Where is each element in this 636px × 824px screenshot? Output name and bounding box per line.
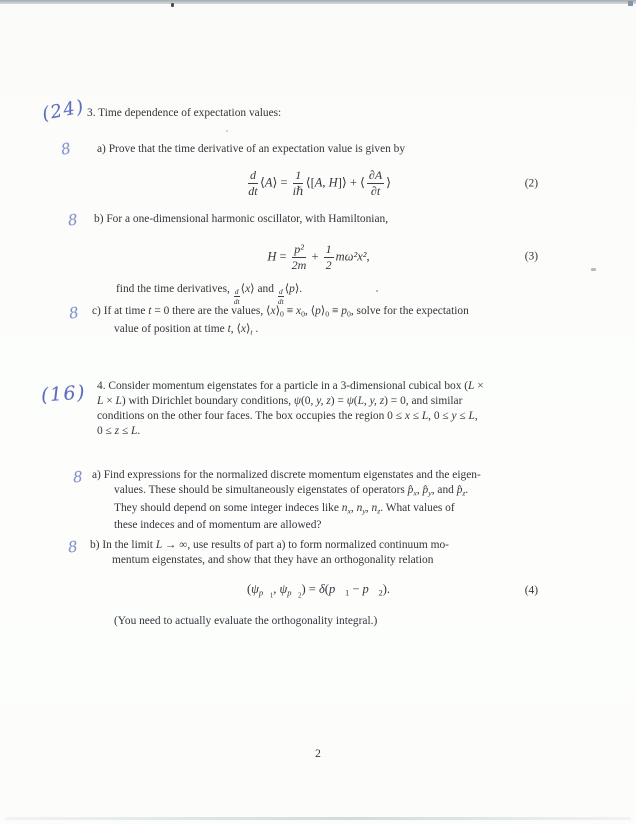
scan-speck xyxy=(226,130,228,132)
text-line: b) In the limit L → ∞, use results of part a) to form normalized continuum mo- xyxy=(90,539,449,551)
text-line: find the time derivatives, $\frac{d}{dt}$ ⟨x⟩ and $\frac{d}{dt}$ ⟨p⟩. xyxy=(116,283,303,306)
fraction: $\frac{1}{\text{iℏ}}$ xyxy=(292,168,304,199)
text-line: 4. Consider momentum eigenstates for a particle in a 3-dimensional cubical box (L × xyxy=(97,380,484,392)
fraction: $\frac{d}{dt}$ xyxy=(248,168,258,199)
handwritten-points-problem3: (24) xyxy=(40,96,87,125)
text-line: (You need to actually evaluate the orthogonality integral.) xyxy=(114,615,378,627)
handwritten-points-part-3c: 8 xyxy=(67,303,80,323)
handwritten-points-part-4a: 8 xyxy=(72,467,84,487)
fraction: $\frac{d}{dt}$ xyxy=(233,287,240,306)
text-line: values. These should be simultaneously eigenstates of operators $p̂_x$, $p̂_y$, and $p̂_z$. xyxy=(114,484,469,498)
text-line: b) For a one-dimensional harmonic oscillator, with Hamiltonian, xyxy=(94,213,389,225)
equation-3-label: (3) xyxy=(524,250,538,263)
text-line: conditions on the other four faces. The box occupies the region 0 ≤ x ≤ L, 0 ≤ y ≤ L, xyxy=(97,410,478,422)
problem3-title xyxy=(87,106,281,121)
text-line: 0 ≤ z ≤ L. xyxy=(97,425,141,437)
scan-artifact-corner-speck xyxy=(628,1,633,6)
equation-4-math: ($\psi_{p⃗1}$, $\psi_{p⃗2}$) = $\delta(p⃗_1$ − $p⃗_2$). xyxy=(246,582,391,600)
equation-4-label: (4) xyxy=(524,584,538,597)
text-line: a) Find expressions for the normalized discrete momentum eigenstates and the eigen- xyxy=(92,469,481,481)
scan-artifact-bottom-edge xyxy=(5,817,631,820)
text-line: value of position at time t, $⟨x⟩_t$ . xyxy=(114,322,259,336)
equation-2-label: (2) xyxy=(524,177,538,190)
scan-speck xyxy=(171,3,174,7)
text-line: L × L) with Dirichlet boundary conditions, ψ(0, y, z) = ψ(L, y, z) = 0, and similar xyxy=(97,395,463,407)
text-line: a) Prove that the time derivative of an expectation value is given by xyxy=(97,143,406,155)
text-line: mentum eigenstates, and show that they have an orthogonality relation xyxy=(112,554,434,566)
problem3-part-b xyxy=(94,212,388,227)
fraction: $\frac{\partial A}{\partial t}$ xyxy=(368,168,383,199)
fraction: $\frac{d}{dt}$ xyxy=(277,287,284,306)
handwritten-points-part-4b: 8 xyxy=(66,537,79,557)
page-number: 2 xyxy=(315,748,321,760)
fraction: $\frac{1}{2}$ xyxy=(325,242,332,273)
problem4-part-a xyxy=(92,468,481,533)
handwritten-points-part-3b: 8 xyxy=(67,210,79,230)
handwritten-points-part-3a: 8 xyxy=(59,139,73,159)
equation-2-math: $\frac{d}{dt}$ ⟨A⟩ = $\frac{1}{\text{iℏ}}$ ⟨[A, H]⟩ + ⟨ $\frac{\partial A}{\partial t}$ ⟩ xyxy=(248,168,392,199)
scan-speck xyxy=(376,290,378,292)
text-line: 3. Time dependence of expectation values: xyxy=(87,107,282,119)
problem4-part-b-note xyxy=(114,614,377,629)
scan-speck xyxy=(591,268,596,271)
text-line: these indeces and of momentum are allowed? xyxy=(114,519,322,531)
equation-3-math: H = $\frac{\text{p²}}{2m}$ + $\frac{1}{2}$ mω²x², xyxy=(267,242,370,273)
problem3-part-b-continued xyxy=(116,282,302,305)
equation-3 xyxy=(97,238,540,276)
text-line: c) If at time t = 0 there are the values, $⟨x⟩_0 \equiv x_0$, $⟨p⟩_0 \equiv p_0$, solve for the expectation xyxy=(92,305,469,319)
equation-4 xyxy=(97,578,540,604)
equation-2 xyxy=(97,163,540,205)
problem4-part-b xyxy=(90,538,449,568)
fraction: $\frac{\text{p²}}{2m}$ xyxy=(291,242,307,273)
problem4-intro xyxy=(97,379,540,439)
handwritten-points-problem4: (16) xyxy=(40,381,87,407)
problem3-part-c xyxy=(92,304,469,339)
text-line: They should depend on some integer indeces like $n_x$, $n_y$, $n_z$. What values of xyxy=(114,501,455,515)
scan-artifact-top-edge xyxy=(0,0,636,4)
problem3-part-a xyxy=(97,142,405,157)
